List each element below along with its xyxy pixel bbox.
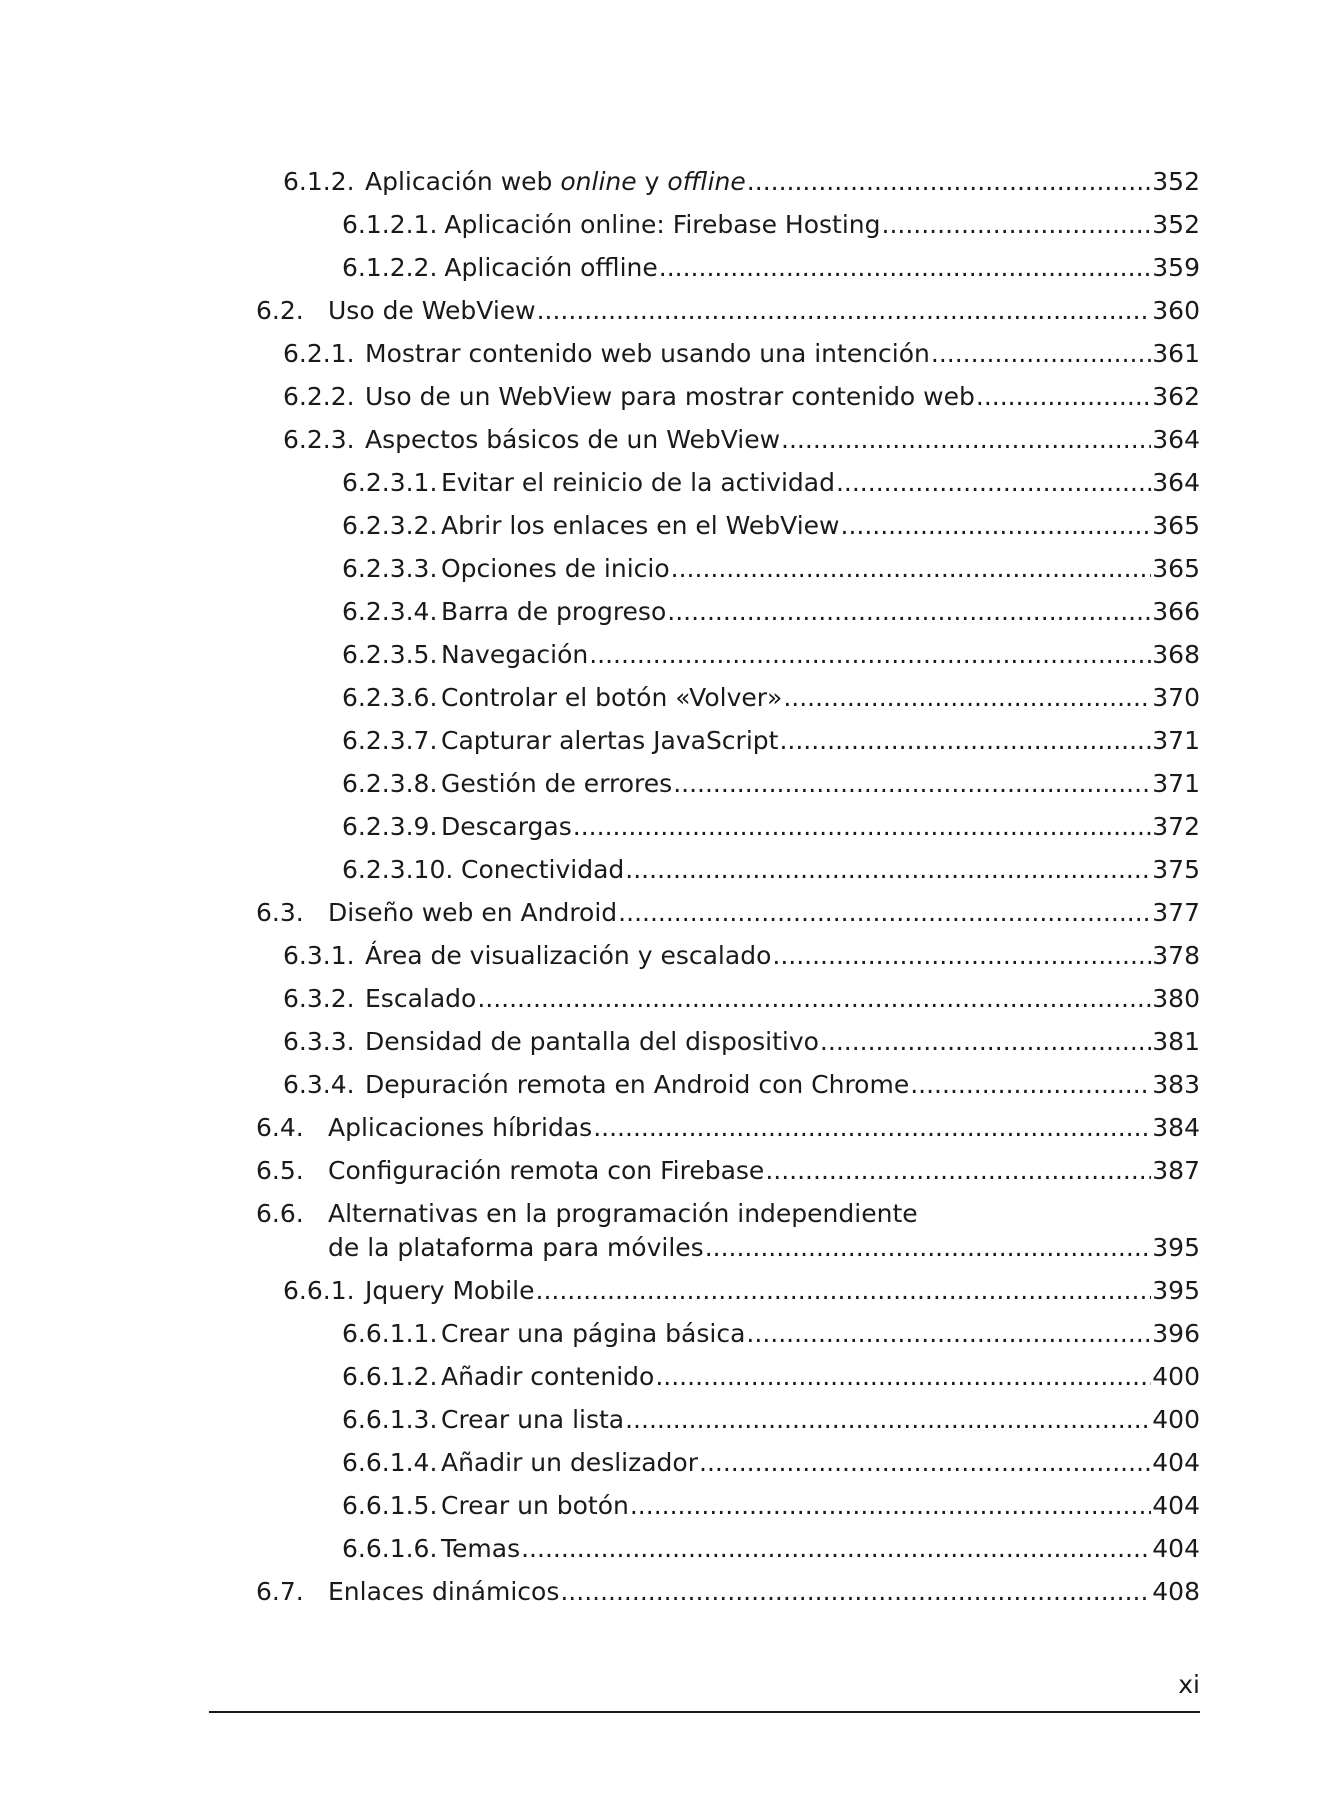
toc-entry-page: 371	[1152, 726, 1200, 755]
dot-leader	[593, 1113, 1151, 1143]
dot-leader	[630, 1491, 1151, 1521]
dot-leader	[699, 1448, 1151, 1478]
toc-entry-page: 396	[1152, 1319, 1200, 1348]
toc-entry-6-3-2[interactable]	[283, 984, 1200, 1014]
dot-leader	[781, 425, 1151, 455]
dot-leader	[976, 382, 1151, 412]
toc-entry-6-2-3-6[interactable]	[342, 683, 1200, 713]
toc-entry-number: 6.6.1.5.	[342, 1491, 438, 1520]
toc-entry-title: Crear una página básica	[441, 1319, 746, 1348]
toc-entry-6-1-2-2[interactable]	[342, 253, 1200, 283]
toc-entry-page: 400	[1152, 1405, 1200, 1434]
toc-entry-6-2-2[interactable]	[283, 382, 1200, 412]
toc-entry-title: Uso de un WebView para mostrar contenido web	[365, 382, 975, 411]
toc-entry-6-2-3-5[interactable]	[342, 640, 1200, 670]
toc-entry-number: 6.3.1.	[283, 941, 355, 970]
footer-rule	[209, 1711, 1200, 1713]
toc-entry-6-2-3-7[interactable]	[342, 726, 1200, 756]
toc-entry-page: 370	[1152, 683, 1200, 712]
dot-leader	[667, 597, 1151, 627]
toc-entry-title: Evitar el reinicio de la actividad	[441, 468, 835, 497]
dot-leader	[747, 167, 1151, 197]
toc-entry-page: 352	[1152, 210, 1200, 239]
toc-entry-6-6-1-5[interactable]	[342, 1491, 1200, 1521]
toc-entry-number: 6.1.2.	[283, 167, 355, 196]
page-number: xi	[1178, 1670, 1200, 1699]
toc-entry-number: 6.1.2.1.	[342, 210, 438, 239]
dot-leader	[618, 898, 1151, 928]
toc-entry-6-4[interactable]	[256, 1113, 1200, 1143]
toc-entry-title: Aplicación web online y offline	[365, 167, 746, 196]
toc-entry-6-6-1-2[interactable]	[342, 1362, 1200, 1392]
toc-entry-number: 6.2.3.1.	[342, 468, 438, 497]
toc-entry-6-2-3-1[interactable]	[342, 468, 1200, 498]
dot-leader	[841, 511, 1152, 541]
dot-leader	[772, 941, 1151, 971]
dot-leader	[746, 1319, 1151, 1349]
toc-entry-title-line1: Alternativas en la programación independiente	[328, 1199, 918, 1228]
dot-leader	[655, 1362, 1151, 1392]
toc-entry-title: Aplicación online: Firebase Hosting	[444, 210, 881, 239]
toc-entry-number: 6.4.	[256, 1113, 304, 1142]
toc-entry-number: 6.2.3.10.	[342, 855, 454, 884]
toc-entry-number: 6.5.	[256, 1156, 304, 1185]
toc-entry-title: Configuración remota con Firebase	[328, 1156, 765, 1185]
toc-entry-number: 6.2.3.9.	[342, 812, 438, 841]
toc-entry-number: 6.2.3.3.	[342, 554, 438, 583]
toc-entry-page: 404	[1152, 1491, 1200, 1520]
dot-leader	[779, 726, 1151, 756]
toc-entry-title: Gestión de errores	[441, 769, 673, 798]
toc-entry-number: 6.6.1.4.	[342, 1448, 438, 1477]
dot-leader	[659, 253, 1152, 283]
toc-entry-6-2-3-2[interactable]	[342, 511, 1200, 541]
toc-entry-page: 366	[1152, 597, 1200, 626]
toc-entry-page: 383	[1152, 1070, 1200, 1099]
toc-entry-title: Barra de progreso	[441, 597, 667, 626]
toc-entry-title: Depuración remota en Android con Chrome	[365, 1070, 910, 1099]
toc-entry-number: 6.6.1.	[283, 1276, 355, 1305]
toc-entry-6-2-3-3[interactable]	[342, 554, 1200, 584]
toc-entry-page: 361	[1152, 339, 1200, 368]
toc-entry-title: Crear un botón	[441, 1491, 629, 1520]
toc-entry-title: Conectividad	[461, 855, 625, 884]
toc-entry-6-3-3[interactable]	[283, 1027, 1200, 1057]
dot-leader	[573, 812, 1152, 842]
toc-entry-6-6-1[interactable]	[283, 1276, 1200, 1306]
toc-entry-page: 404	[1152, 1448, 1200, 1477]
toc-entry-title: Descargas	[441, 812, 572, 841]
toc-entry-number: 6.3.2.	[283, 984, 355, 1013]
toc-entry-title: Densidad de pantalla del dispositivo	[365, 1027, 819, 1056]
toc-entry-6-6-1-4[interactable]	[342, 1448, 1200, 1478]
dot-leader	[625, 855, 1151, 885]
dot-leader	[882, 210, 1152, 240]
toc-entry-title: Opciones de inicio	[441, 554, 670, 583]
toc-entry-title: Crear una lista	[441, 1405, 625, 1434]
toc-entry-title: Añadir un deslizador	[441, 1448, 698, 1477]
toc-entry-6-2-1[interactable]	[283, 339, 1200, 369]
toc-entry-title: Aspectos básicos de un WebView	[365, 425, 781, 454]
toc-entry-title: Controlar el botón «Volver»	[441, 683, 783, 712]
toc-entry-page: 400	[1152, 1362, 1200, 1391]
toc-entry-page: 378	[1152, 941, 1200, 970]
toc-entry-number: 6.6.1.6.	[342, 1534, 438, 1563]
dot-leader	[537, 296, 1152, 326]
toc-entry-title: Capturar alertas JavaScript	[441, 726, 779, 755]
toc-entry-number: 6.2.3.4.	[342, 597, 438, 626]
toc-entry-page: 372	[1152, 812, 1200, 841]
toc-entry-6-2-3-9[interactable]	[342, 812, 1200, 842]
toc-entry-6-6-1-1[interactable]	[342, 1319, 1200, 1349]
toc-entry-page: 387	[1152, 1156, 1200, 1185]
dot-leader	[910, 1070, 1151, 1100]
toc-entry-title: Añadir contenido	[441, 1362, 655, 1391]
toc-entry-6-1-2[interactable]	[283, 167, 1200, 197]
toc-entry-page: 352	[1152, 167, 1200, 196]
toc-entry-page: 365	[1152, 554, 1200, 583]
toc-entry-title: Jquery Mobile	[365, 1276, 535, 1305]
toc-entry-6-3[interactable]	[256, 898, 1200, 928]
toc-entry-page: 362	[1152, 382, 1200, 411]
dot-leader	[820, 1027, 1151, 1057]
toc-entry-page: 368	[1152, 640, 1200, 669]
toc-entry-title: Diseño web en Android	[328, 898, 618, 927]
toc-entry-6-2-3-4[interactable]	[342, 597, 1200, 627]
dot-leader	[673, 769, 1151, 799]
toc-entry-page: 408	[1152, 1577, 1200, 1606]
toc-entry-title: Mostrar contenido web usando una intención	[365, 339, 930, 368]
toc-entry-6-2-3-10[interactable]	[342, 855, 1200, 885]
toc-entry-number: 6.2.2.	[283, 382, 355, 411]
toc-entry-number: 6.6.1.3.	[342, 1405, 438, 1434]
toc-entry-6-6-1-3[interactable]	[342, 1405, 1200, 1435]
toc-entry-title: Aplicaciones híbridas	[328, 1113, 593, 1142]
toc-entry-page: 380	[1152, 984, 1200, 1013]
toc-entry-page: 359	[1152, 253, 1200, 282]
toc-entry-title-line2: de la plataforma para móviles	[328, 1233, 704, 1262]
dot-leader	[536, 1276, 1152, 1306]
toc-entry-6-2-3[interactable]	[283, 425, 1200, 455]
toc-entry-title: Temas	[441, 1534, 521, 1563]
toc-entry-page: 404	[1152, 1534, 1200, 1563]
toc-entry-title: Abrir los enlaces en el WebView	[441, 511, 840, 540]
toc-entry-number: 6.2.3.8.	[342, 769, 438, 798]
dot-leader	[521, 1534, 1151, 1564]
toc-entry-number: 6.2.3.2.	[342, 511, 438, 540]
dot-leader	[560, 1577, 1151, 1607]
dot-leader	[625, 1405, 1151, 1435]
dot-leader	[589, 640, 1151, 670]
toc-entry-page: 365	[1152, 511, 1200, 540]
toc-entry-first-line	[256, 1199, 1200, 1229]
toc-entry-6-5[interactable]	[256, 1156, 1200, 1186]
toc-entry-page: 364	[1152, 468, 1200, 497]
toc-entry-6-1-2-1[interactable]	[342, 210, 1200, 240]
toc-entry-number: 6.6.	[256, 1199, 304, 1228]
toc-entry-number: 6.2.3.5.	[342, 640, 438, 669]
toc-entry-number: 6.6.1.2.	[342, 1362, 438, 1391]
toc-entry-6-7[interactable]	[256, 1577, 1200, 1607]
toc-entry-page: 371	[1152, 769, 1200, 798]
toc-entry-number: 6.2.3.6.	[342, 683, 438, 712]
toc-entry-number: 6.2.1.	[283, 339, 355, 368]
toc-entry-second-line	[328, 1233, 1200, 1263]
dot-leader	[477, 984, 1151, 1014]
toc-entry-number: 6.3.	[256, 898, 304, 927]
toc-entry-title: Escalado	[365, 984, 477, 1013]
toc-entry-number: 6.2.	[256, 296, 304, 325]
toc-entry-6-6[interactable]	[256, 1199, 1200, 1263]
toc-entry-6-3-4[interactable]	[283, 1070, 1200, 1100]
toc-entry-6-2-3-8[interactable]	[342, 769, 1200, 799]
toc-entry-6-2[interactable]	[256, 296, 1200, 326]
toc-entry-title: Uso de WebView	[328, 296, 536, 325]
toc-entry-page: 377	[1152, 898, 1200, 927]
toc-entry-number: 6.2.3.7.	[342, 726, 438, 755]
toc-entry-page: 395	[1152, 1276, 1200, 1305]
toc-entry-number: 6.1.2.2.	[342, 253, 438, 282]
toc-entry-page: 395	[1152, 1233, 1200, 1262]
dot-leader	[931, 339, 1151, 369]
toc-entry-page: 360	[1152, 296, 1200, 325]
toc-entry-page: 364	[1152, 425, 1200, 454]
dot-leader	[765, 1156, 1151, 1186]
dot-leader	[836, 468, 1151, 498]
toc-entry-title: Navegación	[441, 640, 589, 669]
dot-leader	[671, 554, 1152, 584]
toc-entry-number: 6.6.1.1.	[342, 1319, 438, 1348]
toc-entry-page: 375	[1152, 855, 1200, 884]
toc-entry-number: 6.3.3.	[283, 1027, 355, 1056]
toc-entry-page: 384	[1152, 1113, 1200, 1142]
toc-entry-title: Aplicación offline	[444, 253, 658, 282]
toc-entry-number: 6.2.3.	[283, 425, 355, 454]
toc-entry-number: 6.3.4.	[283, 1070, 355, 1099]
dot-leader	[783, 683, 1151, 713]
toc-entry-6-6-1-6[interactable]	[342, 1534, 1200, 1564]
dot-leader	[705, 1233, 1152, 1263]
toc-entry-number: 6.7.	[256, 1577, 304, 1606]
toc-entry-title: Enlaces dinámicos	[328, 1577, 560, 1606]
toc-entry-title: Área de visualización y escalado	[365, 941, 772, 970]
toc-entry-page: 381	[1152, 1027, 1200, 1056]
toc-entry-6-3-1[interactable]	[283, 941, 1200, 971]
